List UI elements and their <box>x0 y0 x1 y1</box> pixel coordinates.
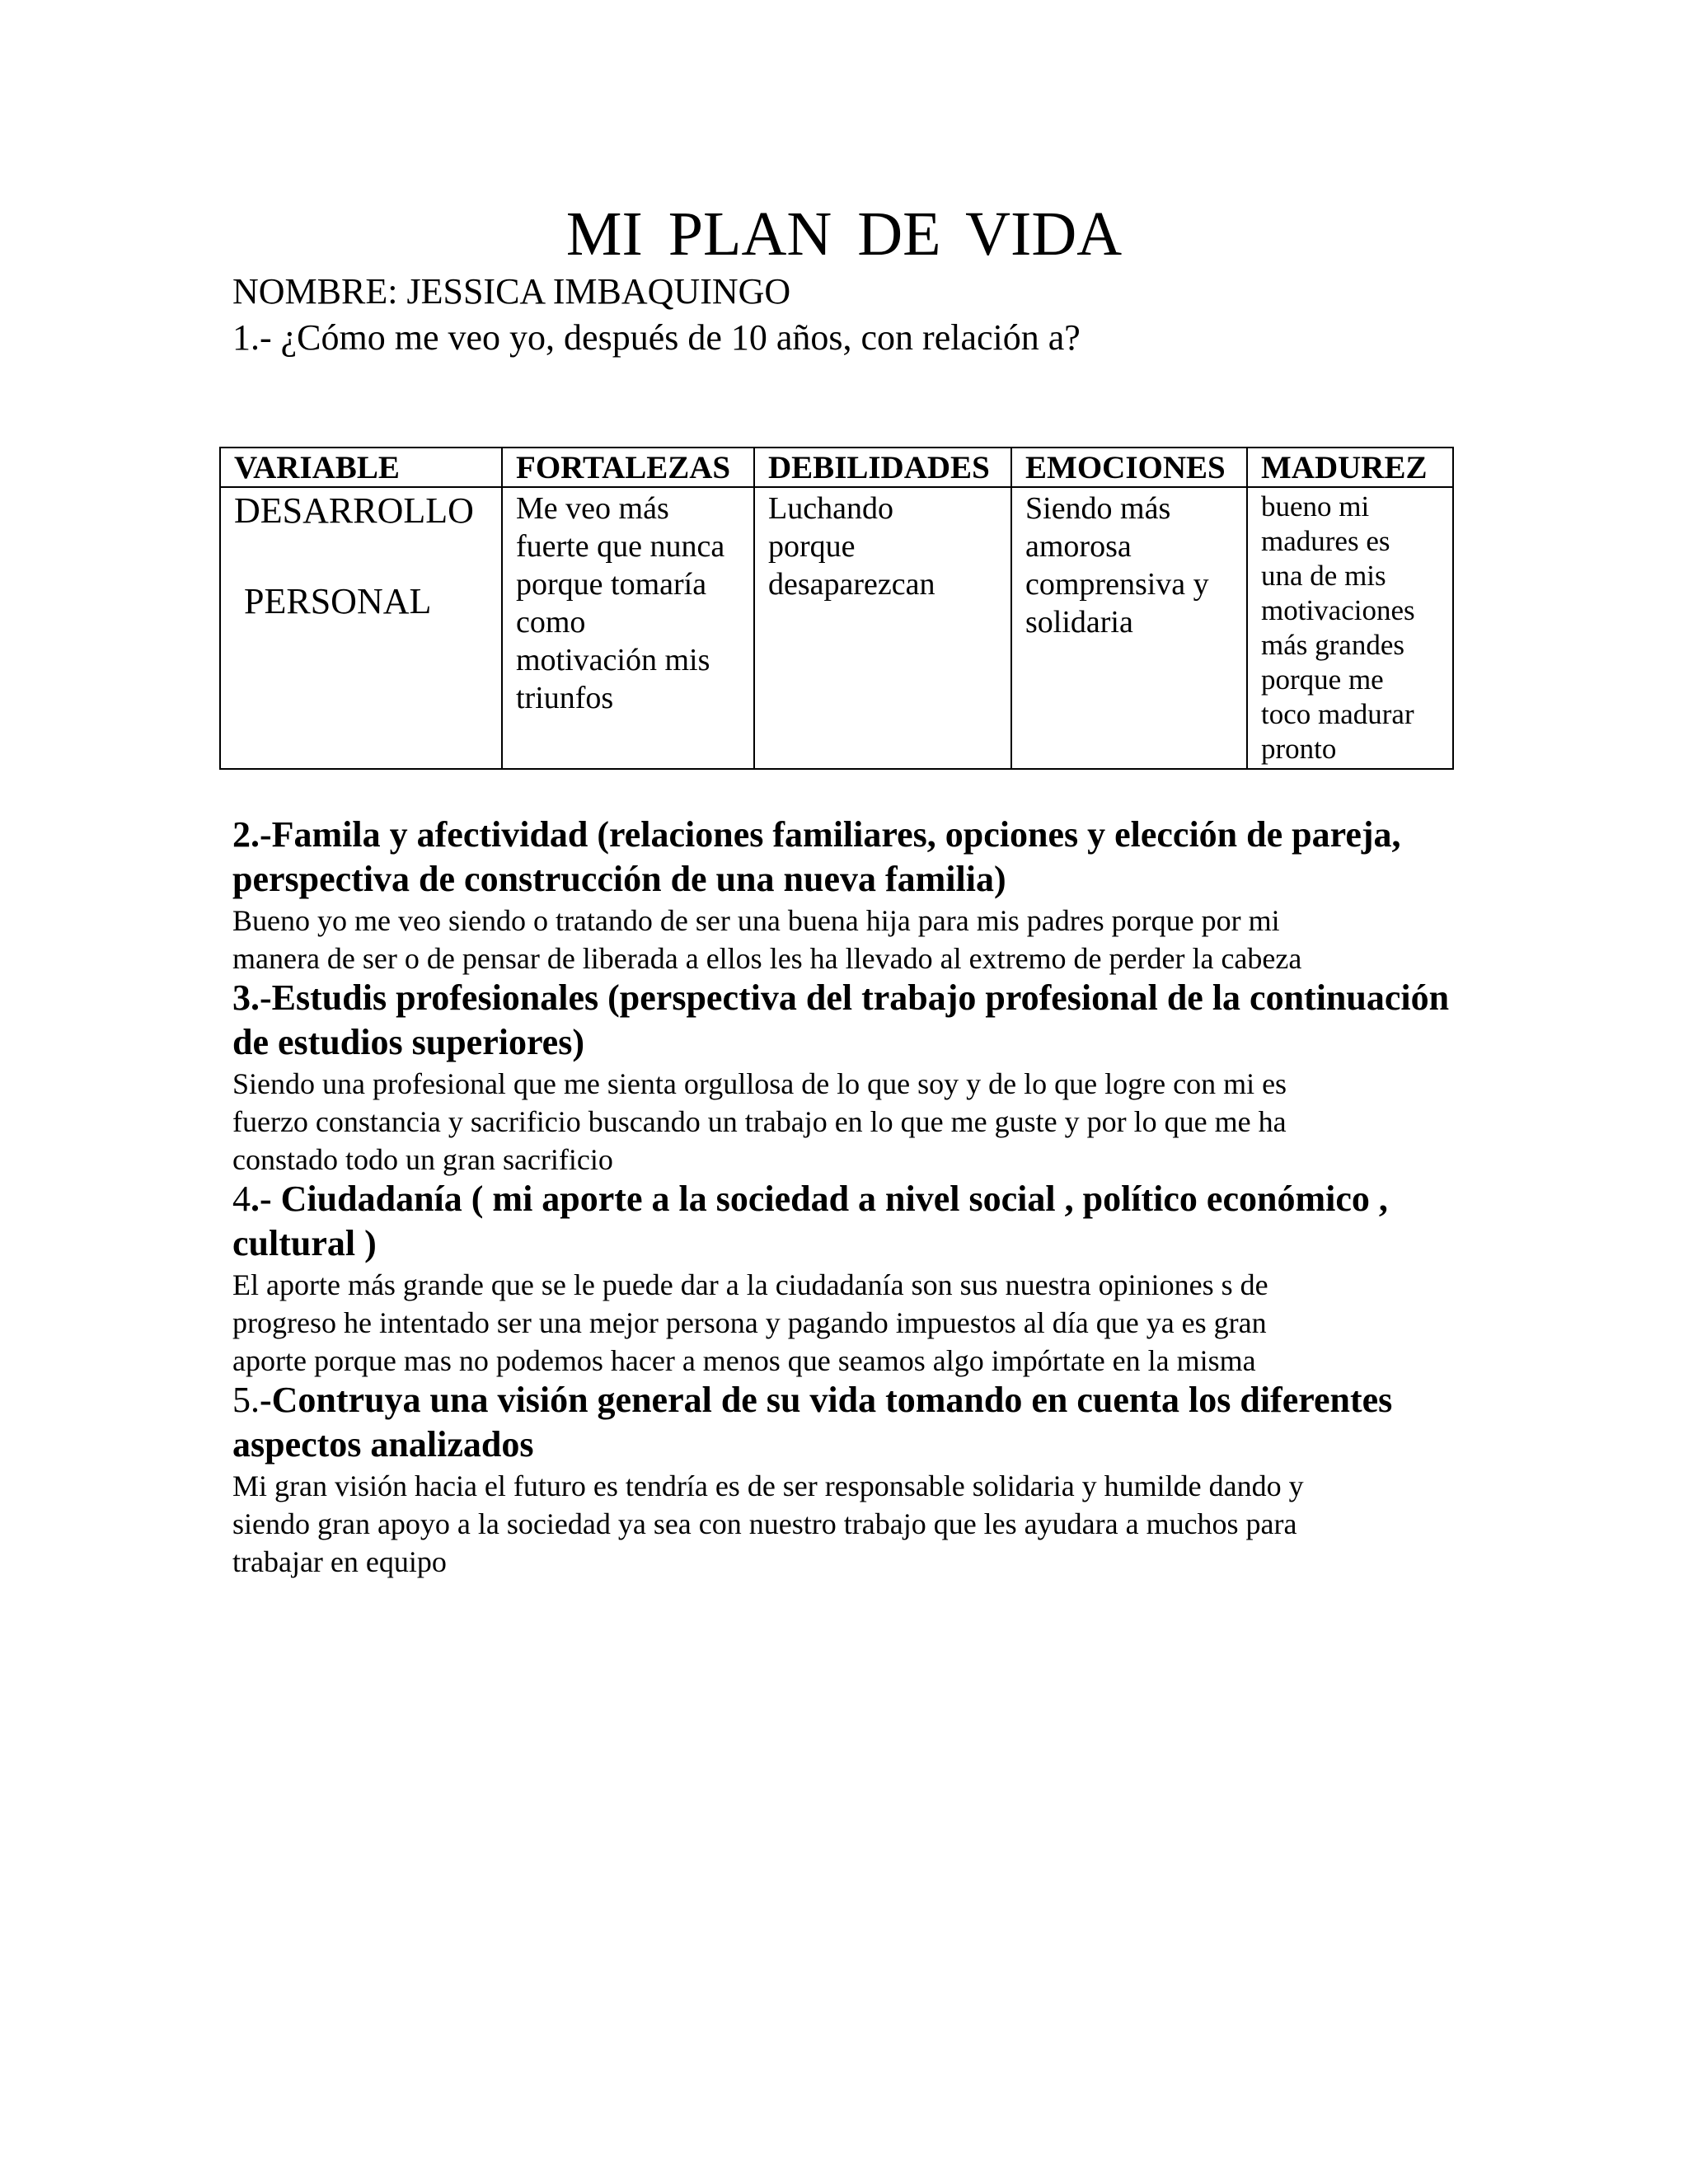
life-plan-table <box>219 447 1454 770</box>
cell-fortalezas: Me veo más fuerte que nunca porque tomaría como motivación mis triunfos <box>502 487 754 769</box>
section-4-heading <box>232 1177 1452 1266</box>
section-4-number: 4 <box>232 1179 251 1219</box>
header-emociones: EMOCIONES <box>1011 448 1247 487</box>
variable-line-2: PERSONAL <box>244 581 432 621</box>
cell-debilidades: Luchando porque desaparezcan <box>754 487 1011 769</box>
question-1: 1.- ¿Cómo me veo yo, después de 10 años, con relación a? <box>232 317 1081 358</box>
cell-variable <box>220 487 502 769</box>
cell-madurez: bueno mi madures es una de mis motivaciones más grandes porque me toco madurar pronto <box>1247 487 1453 769</box>
section-3-body: Siendo una profesional que me sienta orgullosa de lo que soy y de lo que logre con mi es fuerzo constancia y sacrificio buscando un trabajo en lo que me guste y por lo que me ha constado todo un gran sacrificio <box>232 1067 1287 1176</box>
section-3-title: -Estudis profesionales (perspectiva del trabajo profesional de la continuación de estudios superiores) <box>232 977 1450 1062</box>
document-title: MI PLAN DE VIDA <box>565 199 1123 269</box>
variable-line-1: DESARROLLO <box>234 490 474 531</box>
section-2-body: Bueno yo me veo siendo o tratando de ser una buena hija para mis padres porque por mi manera de ser o de pensar de liberada a ellos les ha llevado al extremo de perder la cabeza <box>232 904 1302 975</box>
student-name: NOMBRE: JESSICA IMBAQUINGO <box>232 271 791 312</box>
section-5 <box>232 1378 1452 1581</box>
section-5-body: Mi gran visión hacia el futuro es tendría es de ser responsable solidaria y humilde dando y siendo gran apoyo a la sociedad ya sea con nuestro trabajo que les ayudara a muchos para trabajar en equipo <box>232 1469 1304 1578</box>
section-5-title: -Contruya una visión general de su vida tomando en cuenta los diferentes aspectos analizados <box>232 1380 1393 1465</box>
section-4 <box>232 1177 1452 1380</box>
table-header-row <box>220 448 1453 487</box>
header-madurez: MADUREZ <box>1247 448 1453 487</box>
section-5-heading <box>232 1378 1452 1467</box>
section-3-number: 3. <box>232 977 260 1018</box>
header-variable: VARIABLE <box>220 448 502 487</box>
section-2-heading <box>232 813 1452 902</box>
section-5-number: 5. <box>232 1380 260 1420</box>
section-4-title: .- Ciudadanía ( mi aporte a la sociedad a nivel social , político económico , cultural ) <box>232 1179 1388 1263</box>
header-debilidades: DEBILIDADES <box>754 448 1011 487</box>
section-4-body: El aporte más grande que se le puede dar a la ciudadanía son sus nuestra opiniones s de progreso he intentado ser una mejor persona y pagando impuestos al día que ya es gran aporte porque mas no podemos hacer a menos que seamos algo impórtate en la misma <box>232 1268 1268 1377</box>
table-row <box>220 487 1453 769</box>
section-2 <box>232 813 1452 977</box>
cell-emociones: Siendo más amorosa comprensiva y solidaria <box>1011 487 1247 769</box>
section-2-title: -Famila y afectividad (relaciones familiares, opciones y elección de pareja, perspectiva de construcción de una nueva familia) <box>232 814 1401 899</box>
section-3 <box>232 976 1452 1179</box>
section-3-heading <box>232 976 1452 1065</box>
header-fortalezas: FORTALEZAS <box>502 448 754 487</box>
section-2-number: 2. <box>232 814 260 855</box>
